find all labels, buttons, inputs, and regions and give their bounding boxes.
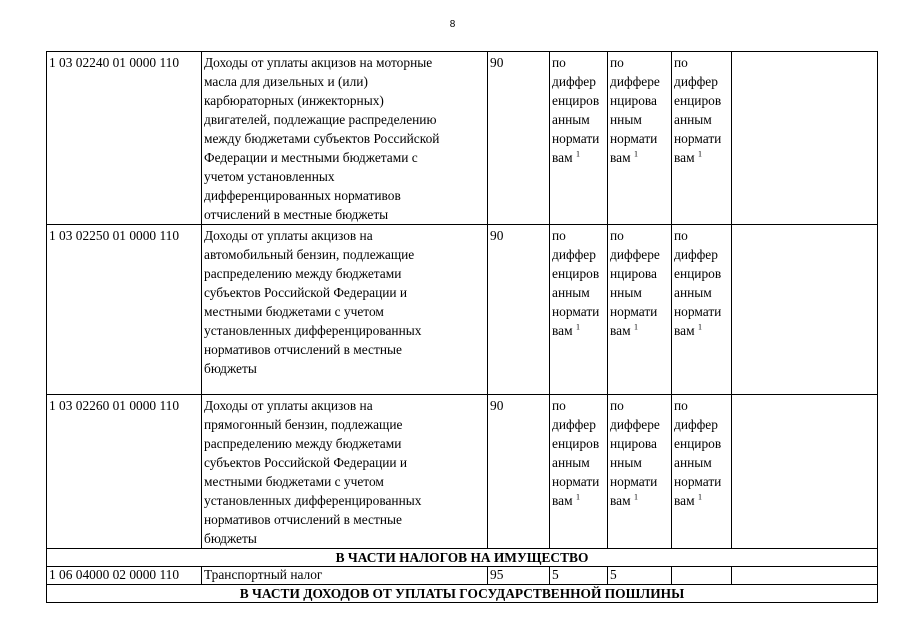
percent-cell: 90 [488, 395, 550, 549]
page-number: 8 [449, 19, 456, 30]
normative-cell: по диффер енциров анным нормати вам $^1$ [550, 225, 608, 395]
section-title-duty: В ЧАСТИ ДОХОДОВ ОТ УПЛАТЫ ГОСУДАРСТВЕННОЙ ПОШЛИНЫ [47, 585, 878, 603]
text-line: двигателей, подлежащие распределению [204, 112, 437, 127]
kbk-code: 1 03 02250 01 0000 110 [47, 225, 202, 395]
text-line: Доходы от уплаты акцизов на моторные [204, 55, 433, 70]
percent-cell: 90 [488, 52, 550, 225]
income-name: Транспортный налог [202, 567, 488, 585]
normative-cell: 5 [608, 567, 672, 585]
table-row [47, 225, 878, 395]
text-line: распределению между бюджетами [204, 436, 402, 451]
footnote-mark: 1 [633, 149, 638, 159]
text-line: между бюджетами субъектов Российской [204, 131, 440, 146]
normative-cell: по диффер енциров анным нормати вам $^1$ [550, 395, 608, 549]
text-line: установленных дифференцированных [204, 493, 422, 508]
kbk-code: 1 06 04000 02 0000 110 [47, 567, 202, 585]
section-header-row [47, 549, 878, 567]
section-title-property: В ЧАСТИ НАЛОГОВ НА ИМУЩЕСТВО [47, 549, 878, 567]
footnote-mark: 1 [633, 492, 638, 502]
text-line: распределению между бюджетами [204, 266, 402, 281]
footnote-mark: 1 [575, 322, 580, 332]
normative-cell: по диффере нцирова нным нормати вам $^1$ [608, 395, 672, 549]
footnote-mark: 1 [697, 322, 702, 332]
percent-cell: 90 [488, 225, 550, 395]
table-row [47, 52, 878, 225]
text-line: Федерации и местными бюджетами с [204, 150, 418, 165]
text-line: местными бюджетами с учетом [204, 474, 384, 489]
footnote-mark: 1 [575, 149, 580, 159]
normative-cell: по диффер енциров анным нормати вам $^1$ [550, 52, 608, 225]
empty-cell [732, 52, 878, 225]
kbk-code: 1 03 02240 01 0000 110 [47, 52, 202, 225]
normative-cell: 5 [550, 567, 608, 585]
text-line: масла для дизельных и (или) [204, 74, 368, 89]
text-line: прямогонный бензин, подлежащие [204, 417, 403, 432]
text-line: установленных дифференцированных [204, 323, 422, 338]
footnote-mark: 1 [697, 149, 702, 159]
text-line: Доходы от уплаты акцизов на [204, 228, 373, 243]
empty-cell [732, 395, 878, 549]
income-name [202, 395, 488, 549]
text-line: местными бюджетами с учетом [204, 304, 384, 319]
text-line: нормативов отчислений в местные [204, 342, 402, 357]
empty-cell [732, 567, 878, 585]
text-line: учетом установленных [204, 169, 335, 184]
table-row [47, 395, 878, 549]
empty-cell [672, 567, 732, 585]
text-line: субъектов Российской Федерации и [204, 285, 408, 300]
empty-cell [732, 225, 878, 395]
section-header-row [47, 585, 878, 603]
normative-cell: по диффер енциров анным нормати вам $^1$ [672, 52, 732, 225]
text-line: карбюраторных (инжекторных) [204, 93, 384, 108]
text-line: дифференцированных нормативов [204, 188, 401, 203]
text-line: Доходы от уплаты акцизов на [204, 398, 373, 413]
kbk-code: 1 03 02260 01 0000 110 [47, 395, 202, 549]
budget-distribution-table [46, 51, 878, 603]
text-line: бюджеты [204, 361, 257, 376]
normative-cell: по диффере нцирова нным нормати вам $^1$ [608, 225, 672, 395]
normative-cell: по диффер енциров анным нормати вам $^1$ [672, 395, 732, 549]
text-line: автомобильный бензин, подлежащие [204, 247, 415, 262]
text-line: нормативов отчислений в местные [204, 512, 402, 527]
text-line: субъектов Российской Федерации и [204, 455, 408, 470]
income-name [202, 225, 488, 395]
footnote-mark: 1 [575, 492, 580, 502]
text-line: отчислений в местные бюджеты [204, 207, 389, 222]
income-name [202, 52, 488, 225]
table-row [47, 567, 878, 585]
footnote-mark: 1 [633, 322, 638, 332]
text-line: бюджеты [204, 531, 257, 546]
percent-cell: 95 [488, 567, 550, 585]
normative-cell: по диффере нцирова нным нормати вам $^1$ [608, 52, 672, 225]
normative-cell: по диффер енциров анным нормати вам $^1$ [672, 225, 732, 395]
footnote-mark: 1 [697, 492, 702, 502]
